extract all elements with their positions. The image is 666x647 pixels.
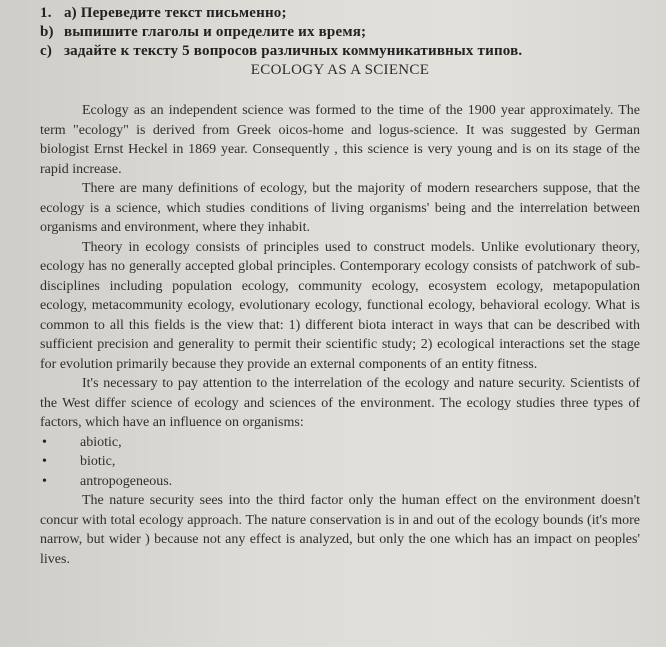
paragraph: Ecology as an independent science was formed to the time of the 1900 year approximately. The term "ecology" is derived from Greek oicos-home and logus-science. It was suggested by German biologist Ernst Heckel in 1869 year. Consequently , this science is very young and is on its stage of the rapid increase. bbox=[40, 103, 640, 177]
article-body bbox=[40, 101, 640, 569]
task-number: c) bbox=[40, 43, 53, 59]
list-item: • biotic, bbox=[40, 452, 640, 472]
paragraph: It's necessary to pay attention to the interrelation of the ecology and nature security. Scientists of the West differ science of ecology and sciences of the environment. The ecology studies three types of factors, which have an influence on organisms: bbox=[40, 376, 640, 430]
text-title: ECOLOGY AS A SCIENCE bbox=[250, 62, 430, 78]
paragraph: Theory in ecology consists of principles used to construct models. Unlike evolutionary theory, ecology has no generally accepted global principles. Contemporary ecology consists of patchwork of sub-disciplines including population ecology, community ecology, ecosystem ecology, metapopulation ecology, metacommunity ecology, evolutionary ecology, functional ecology, behavioral ecology. What is common to all this fields is the view that: 1) different biota interact in ways that can be described with sufficient precision and generality to permit their scientific study; 2) ecological interactions set the stage for evolution primarily because they provide an external components of an entity fitness. bbox=[40, 239, 640, 372]
list-item: • antropogeneous. bbox=[40, 472, 640, 492]
task-list bbox=[40, 4, 640, 61]
task-text: выпишите глаголы и определите их время; bbox=[63, 24, 367, 40]
task-item bbox=[40, 4, 640, 23]
list-item: • abiotic, bbox=[40, 433, 640, 453]
task-text: задайте к тексту 5 вопросов различных коммуникативных типов. bbox=[63, 43, 523, 59]
factor-list bbox=[40, 433, 640, 492]
paragraph: The nature security sees into the third factor only the human effect on the environment doesn't concur with total ecology approach. The nature conservation is in and out of the ecology bounds (it's more narrow, but wider ) because not any effect is analyzed, but only the one which has an impact on peoples' lives. bbox=[40, 493, 640, 567]
task-text: а) Переведите текст письменно; bbox=[63, 5, 287, 21]
paragraph: There are many definitions of ecology, but the majority of modern researchers suppose, that the ecology is a science, which studies conditions of living organisms' being and the interrelation between organisms and environment, where they inhabit. bbox=[40, 181, 640, 235]
task-item bbox=[40, 42, 640, 61]
task-number: b) bbox=[40, 24, 54, 40]
task-item bbox=[40, 23, 640, 42]
task-number: 1. bbox=[40, 5, 52, 21]
